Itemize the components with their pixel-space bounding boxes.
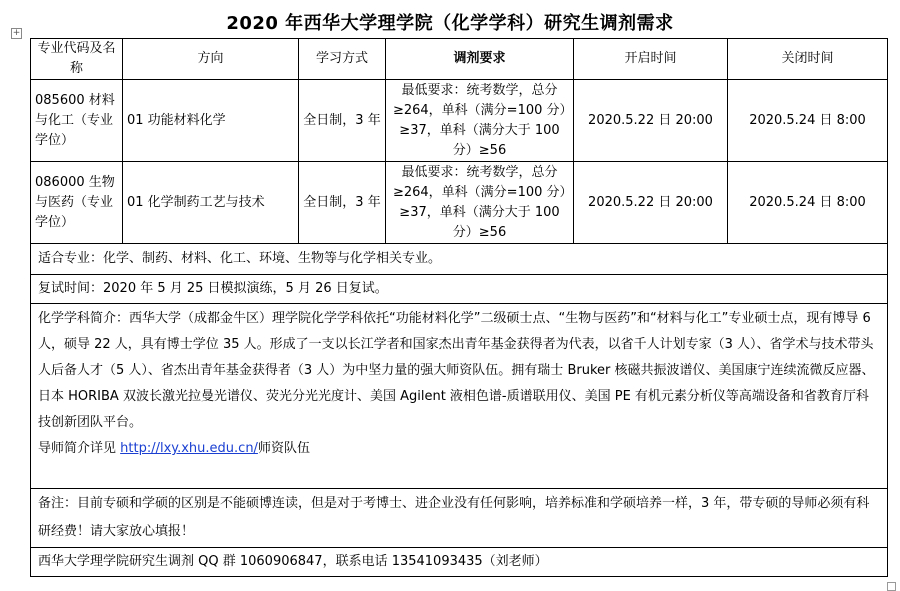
supervisor-link-line (38, 436, 880, 462)
cell-requirement: 最低要求：统考数学，总分≥264，单科（满分=100 分）≥37，单科（满分大于 100 分）≥56 (386, 162, 574, 244)
table-row (31, 162, 888, 244)
cell-close: 2020.5.24 日 8:00 (728, 80, 888, 162)
cell-direction: 01 功能材料化学 (123, 80, 299, 162)
contact-text: 西华大学理学院研究生调剂 QQ 群 1060906847，联系电话 13541093435（刘老师） (31, 548, 888, 577)
cell-code: 085600 材料与化工（专业学位） (31, 80, 123, 162)
header-close: 关闭时间 (728, 39, 888, 80)
note-text: 备注：目前专硕和学硕的区别是不能硕博连读，但是对于考博士、进企业没有任何影响，培养标准和学硕培养一样，3 年，带专硕的导师必须有科研经费！请大家放心填报！ (31, 489, 888, 548)
contact-row (31, 548, 888, 577)
cell-close: 2020.5.24 日 8:00 (728, 162, 888, 244)
discipline-intro-cell (31, 304, 888, 489)
cell-direction: 01 化学制药工艺与技术 (123, 162, 299, 244)
discipline-intro-text: 化学学科简介：西华大学（成都金牛区）理学院化学学科依托“功能材料化学”二级硕士点、“生物与医药”和“材料与化工”专业硕士点，现有博导 6 人，硕导 22 人，具有博士学位 35 人。形成了一支以长江学者和国家杰出青年基金获得者为代表，以省千人计划专家（3 人）、省学术与技术带头人后备人才（5 人）、省杰出青年基金获得者（3 人）为中坚力量的强大师资队伍。拥有瑞士 Bruker 核磁共振波谱仪、美国康宁连续流微反应器、日本 HORIBA 双波长激光拉曼光谱仪、荧光分光光度计、美国 Agilent 液相色谱-质谱联用仪、美国 PE 有机元素分析仪等高端设备和省教育厅科技创新团队平台。 (38, 311, 875, 430)
cell-open: 2020.5.22 日 20:00 (574, 162, 728, 244)
suitable-majors-text: 适合专业：化学、制药、材料、化工、环境、生物等与化学相关专业。 (31, 244, 888, 275)
header-requirement: 调剂要求 (386, 39, 574, 80)
cell-code: 086000 生物与医药（专业学位） (31, 162, 123, 244)
note-row (31, 489, 888, 548)
table-row (31, 80, 888, 162)
discipline-intro-row (31, 304, 888, 489)
link-suffix: 师资队伍 (257, 441, 310, 456)
table-resize-handle-icon[interactable] (887, 582, 896, 591)
requirements-table-wrap (30, 38, 887, 577)
cell-mode: 全日制，3 年 (299, 80, 386, 162)
table-move-handle-icon[interactable]: + (12, 28, 21, 38)
cell-requirement: 最低要求：统考数学，总分≥264，单科（满分=100 分）≥37，单科（满分大于 100 分）≥56 (386, 80, 574, 162)
header-code: 专业代码及名称 (31, 39, 123, 80)
cell-mode: 全日制，3 年 (299, 162, 386, 244)
suitable-majors-row (31, 244, 888, 275)
retest-time-row (31, 275, 888, 304)
retest-time-text: 复试时间：2020 年 5 月 25 日模拟演练，5 月 26 日复试。 (31, 275, 888, 304)
faculty-link[interactable]: http://lxy.xhu.edu.cn/ (120, 441, 258, 456)
table-header-row (31, 39, 888, 80)
link-prefix: 导师简介详见 (38, 441, 121, 456)
header-direction: 方向 (123, 39, 299, 80)
requirements-table (30, 38, 888, 577)
header-mode: 学习方式 (299, 39, 386, 80)
page-title: 2020 年西华大学理学院（化学学科）研究生调剂需求 (226, 13, 674, 34)
cell-open: 2020.5.22 日 20:00 (574, 80, 728, 162)
header-open: 开启时间 (574, 39, 728, 80)
